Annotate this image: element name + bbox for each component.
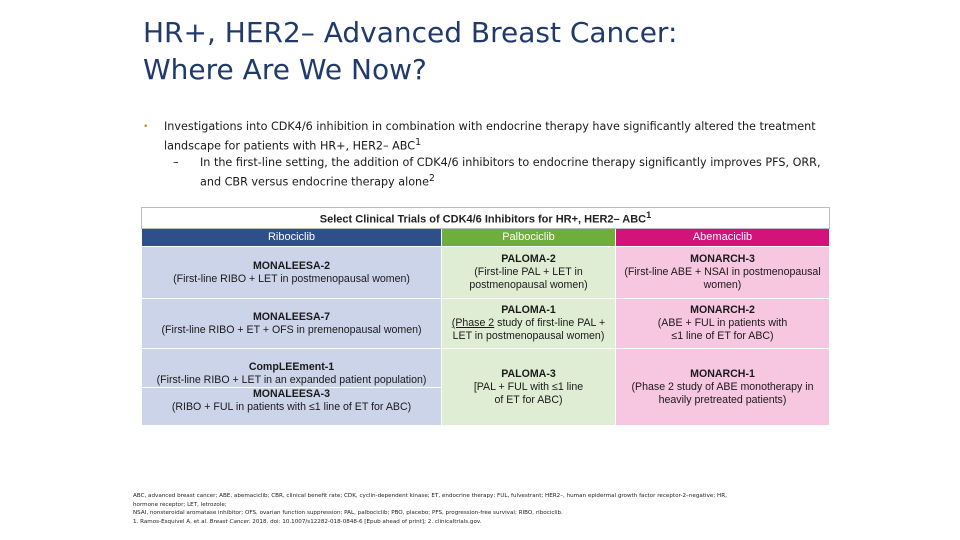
- table-caption-text: Select Clinical Trials of CDK4/6 Inhibitors for HR+, HER2– ABC: [319, 213, 647, 226]
- trial-cell: [142, 299, 442, 349]
- trial-cell: [616, 299, 830, 349]
- trial-description-rest: study of first-line PAL +: [494, 317, 606, 329]
- trial-block: [142, 388, 441, 414]
- trial-name: PALOMA-1: [501, 304, 556, 316]
- trial-description: (First-line RIBO + ET + OFS in premenopausal women): [161, 323, 422, 336]
- reference-details: 2018. doi: 10.1007/s12282-018-0848-6 [Epub ahead of print]; 2. clinicaltrials.gov.: [250, 518, 482, 525]
- footnote-abbreviations-1: ABC, advanced breast cancer; ABE, abemaciclib; CBR, clinical benefit rate; CDK, cyclin-dependent kinase; ET, endocrine therapy; FUL, fulvestrant; HER2–, human epidermal growth factor receptor-2–negative; HR,: [133, 493, 727, 499]
- trial-name: MONALEESA-2: [252, 259, 331, 272]
- footnote-abbreviations-3: NSAI, nonsteroidal aromatase inhibitor; OFS, ovarian function suppression; PAL, palbociclib; PBO, placebo; PFS, progression-free survival; RIBO, ribociclib.: [133, 510, 563, 517]
- trial-name: CompLEEment-1: [248, 360, 335, 373]
- footnote-references: [133, 518, 833, 527]
- trial-cell: [616, 349, 830, 426]
- bullet-level-2: [143, 155, 833, 191]
- trial-cell: [442, 247, 616, 299]
- footnote-abbreviations-2: hormone receptor; LET, letrozole;: [133, 501, 227, 508]
- trial-cell-split: [142, 349, 442, 426]
- title-line-2: Where Are We Now?: [143, 53, 427, 86]
- trial-block: [142, 361, 441, 388]
- trial-description: heavily pretreated patients): [658, 393, 787, 406]
- trial-cell: [442, 349, 616, 426]
- bullet-level-1: [143, 119, 833, 155]
- trial-description: (ABE + FUL in patients with: [657, 317, 788, 329]
- trial-name: MONARCH-1: [690, 367, 755, 380]
- reference-journal: Breast Cancer.: [209, 518, 251, 525]
- trials-table: [141, 207, 830, 426]
- bullet-list: [143, 119, 833, 190]
- trial-name: MONALEESA-7: [252, 310, 331, 323]
- trial-name: PALOMA-3: [501, 367, 556, 380]
- column-header-abemaciclib: Abemaciclib: [616, 229, 830, 247]
- trial-description: ≤1 line of ET for ABC): [671, 330, 774, 342]
- bullet-dash-icon: –: [173, 155, 179, 169]
- trial-description: (First-line RIBO + LET in an expanded patient population): [156, 373, 427, 386]
- trial-name: PALOMA-2: [501, 253, 556, 265]
- bullet-dot-icon: •: [143, 122, 149, 132]
- trial-description: (First-line PAL + LET in: [474, 266, 583, 278]
- trial-description: (RIBO + FUL in patients with ≤1 line of ET for ABC): [171, 400, 412, 413]
- table-caption: [142, 208, 830, 229]
- trial-cell: [442, 299, 616, 349]
- trial-description: (Phase 2 study of ABE monotherapy in: [631, 380, 814, 393]
- column-header-ribociclib: Ribociclib: [142, 229, 442, 247]
- trial-name: MONARCH-3: [690, 253, 755, 265]
- trial-description: [446, 317, 611, 330]
- trial-cell: [142, 247, 442, 299]
- trial-name: MONARCH-2: [690, 304, 755, 316]
- column-header-palbociclib: Palbociclib: [442, 229, 616, 247]
- reference-authors: 1. Ramos-Esquivel A, et al.: [133, 518, 210, 525]
- bullet-level-2-text: In the first-line setting, the addition of CDK4/6 inhibitors to endocrine therapy significantly improves PFS, ORR, and CBR versus endocrine therapy alone: [200, 155, 821, 189]
- table-caption-ref: 1: [646, 210, 652, 221]
- trial-description: [PAL + FUL with ≤1 line: [473, 380, 584, 393]
- bullet-level-2-ref: 2: [429, 172, 435, 184]
- footnote: [133, 492, 833, 526]
- bullet-level-1-text: Investigations into CDK4/6 inhibition in combination with endocrine therapy have significantly altered the treatment landscape for patients with HR+, HER2– ABC: [164, 120, 816, 153]
- trial-name: MONALEESA-3: [252, 387, 331, 400]
- title-line-1: HR+, HER2– Advanced Breast Cancer:: [143, 16, 678, 49]
- trial-description: of ET for ABC): [494, 393, 563, 406]
- trial-cell: [616, 247, 830, 299]
- slide-title: [143, 14, 923, 88]
- trial-description: women): [703, 279, 742, 291]
- trial-description: (First-line RIBO + LET in postmenopausal women): [173, 272, 410, 285]
- bullet-level-1-ref: 1: [415, 137, 422, 148]
- trial-description: (First-line ABE + NSAI in postmenopausal: [624, 266, 821, 278]
- trial-phase-link: (Phase 2: [451, 317, 495, 329]
- trial-description: LET in postmenopausal women): [452, 330, 605, 342]
- trial-description: postmenopausal women): [469, 279, 588, 291]
